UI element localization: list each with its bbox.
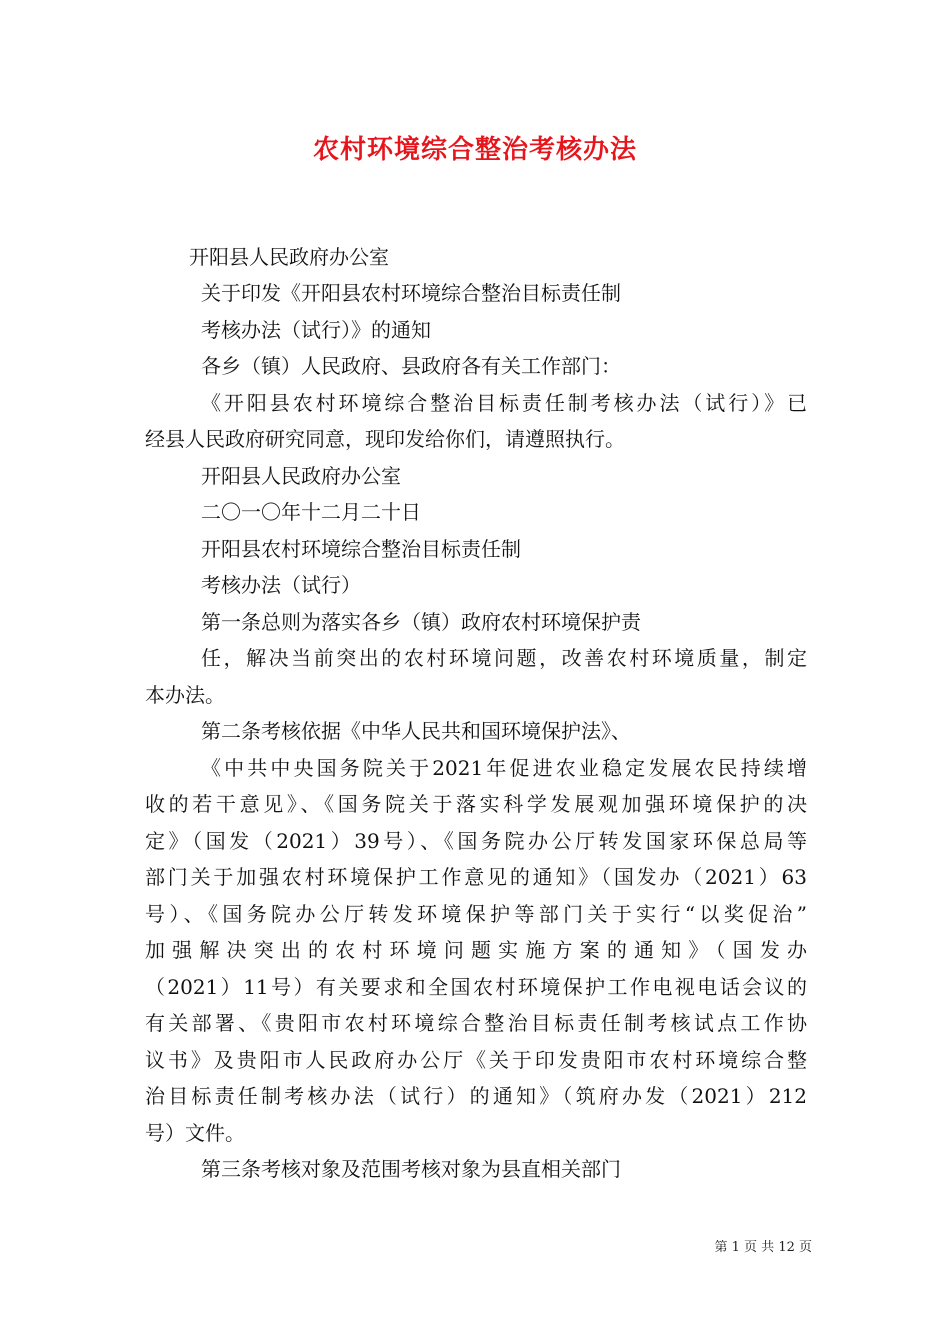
body-text-line: 开阳县人民政府办公室: [201, 464, 401, 488]
body-text-line: 第一条总则为落实各乡（镇）政府农村环境保护责: [201, 610, 641, 634]
body-text-line: 关于印发《开阳县农村环境综合整治目标责任制: [201, 281, 621, 305]
page-footer: 第 1 页 共 12 页: [714, 1240, 812, 1255]
body-text-line: 《开阳县农村环境综合整治目标责任制考核办法（试行）》已: [201, 391, 807, 415]
body-text-line: 考核办法（试行）: [201, 573, 361, 597]
body-text-line: 号）文件。: [145, 1121, 245, 1145]
body-text-line: 任，解决当前突出的农村环境问题，改善农村环境质量，制定: [201, 646, 807, 670]
body-text-line: 本办法。: [145, 683, 225, 707]
body-text-line: 号）、《国务院办公厅转发环境保护等部门关于实行“以奖促治”: [145, 902, 807, 926]
body-text-line: 有关部署、《贵阳市农村环境综合整治目标责任制考核试点工作协: [145, 1011, 807, 1035]
body-text-line: 二〇一〇年十二月二十日: [201, 500, 421, 524]
body-text-line: 加强解决突出的农村环境问题实施方案的通知》（国发办: [145, 938, 807, 962]
body-text-line: 《中共中央国务院关于2021年促进农业稳定发展农民持续增: [201, 756, 807, 780]
body-text-line: 收的若干意见》、《国务院关于落实科学发展观加强环境保护的决: [145, 792, 807, 816]
body-text-line: 议书》及贵阳市人民政府办公厅《关于印发贵阳市农村环境综合整: [145, 1048, 807, 1072]
body-text-line: 第三条考核对象及范围考核对象为县直相关部门: [201, 1157, 621, 1181]
body-text-line: 考核办法（试行）》的通知: [201, 318, 431, 342]
body-text-line: 开阳县农村环境综合整治目标责任制: [201, 537, 521, 561]
body-text-line: 经县人民政府研究同意，现印发给你们，请遵照执行。: [145, 427, 625, 451]
body-text-line: （2021）11号）有关要求和全国农村环境保护工作电视电话会议的: [145, 975, 807, 999]
body-text-line: 开阳县人民政府办公室: [189, 245, 389, 269]
body-text-line: 定》（国发（2021）39号）、《国务院办公厅转发国家环保总局等: [145, 829, 807, 853]
body-text-line: 各乡（镇）人民政府、县政府各有关工作部门：: [201, 354, 621, 378]
body-text-line: 部门关于加强农村环境保护工作意见的通知》（国发办（2021）63: [145, 865, 807, 889]
body-text-line: 治目标责任制考核办法（试行）的通知》（筑府办发（2021）212: [145, 1084, 807, 1108]
document-title: 农村环境综合整治考核办法: [312, 135, 637, 165]
body-text-line: 第二条考核依据《中华人民共和国环境保护法》、: [201, 719, 631, 743]
